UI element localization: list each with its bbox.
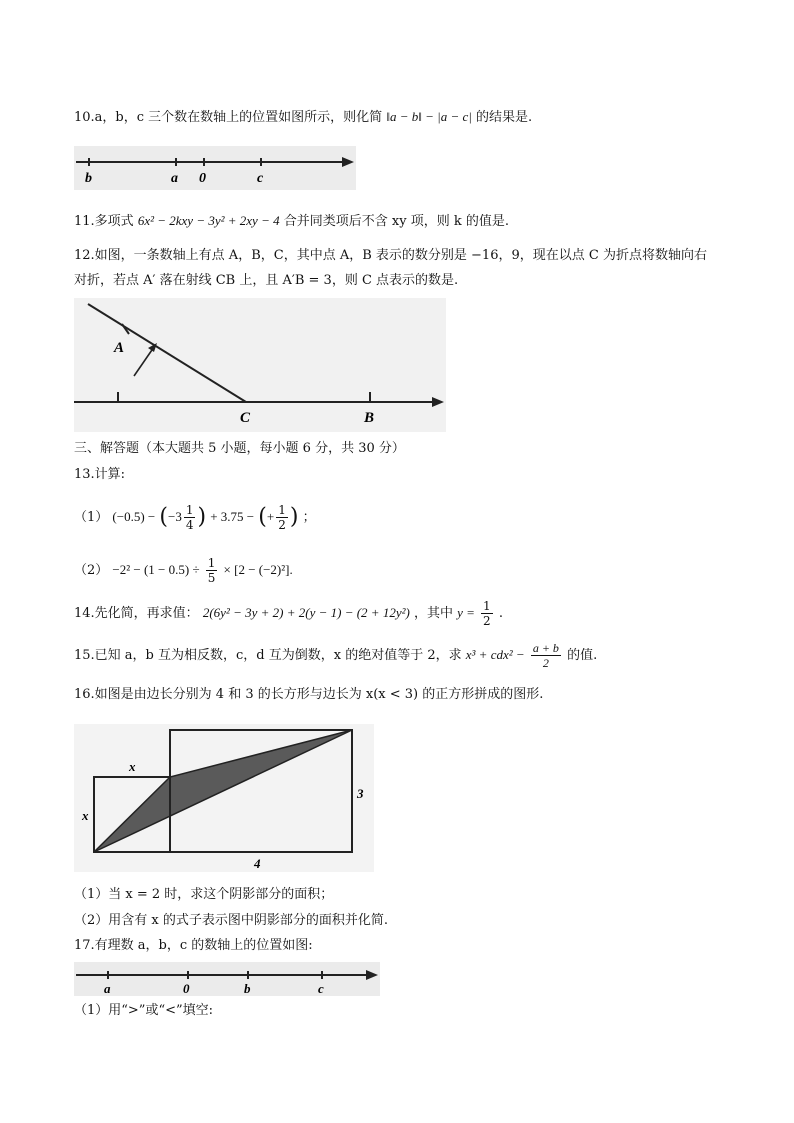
q13-part2-expr2: × [2 − (−2)²]. [223, 562, 293, 577]
q13-part1-mixed-fraction: $\frac{1}{4}$ [185, 503, 194, 532]
q12-label-b: B [364, 410, 375, 426]
q11-prefix: 11.多项式 [74, 214, 134, 229]
q17-label-zero: 0 [183, 981, 190, 996]
q10-tail: 的结果是. [476, 110, 533, 125]
q10-text [74, 108, 532, 127]
q17-text: 17.有理数 a，b，c 的数轴上的位置如图: [74, 938, 313, 953]
q13-part1-sign: + [266, 509, 275, 524]
q12-line1: 12.如图，一条数轴上有点 A，B，C，其中点 A，B 表示的数分别是 −16，9，现在以点 C 为折点将数轴向右 [74, 248, 707, 263]
q10-label-a: a [171, 171, 178, 186]
q15-expression: x³ + cdx² − [465, 647, 525, 662]
q15-fraction: $\frac{a + b}{2}$ [532, 641, 559, 670]
q13-part1-label: （1） [74, 510, 109, 525]
q16-part1: （1）当 x = 2 时，求这个阴影部分的面积； [74, 887, 334, 902]
q13-part1-end: ； [302, 510, 316, 525]
q16-label-top-x: x [129, 759, 136, 774]
q16-label-3: 3 [357, 786, 364, 801]
q11-expression: 6x² − 2kxy − 3y² + 2xy − 4 [137, 213, 280, 228]
q17-label-b: b [244, 981, 251, 996]
section-3-heading: 三、解答题（本大题共 5 小题，每小题 6 分，共 30 分） [74, 441, 405, 456]
q14-variable: y = [457, 605, 475, 620]
q16-text: 16.如图是由边长分别为 4 和 3 的长方形与边长为 x(x < 3) 的正方形拼成的图形. [74, 687, 544, 702]
q15-text [74, 640, 597, 671]
q12-fold-figure [74, 298, 446, 432]
q13-part1-mixed-whole: −3 [167, 509, 182, 524]
q14-mid: ，其中 [413, 606, 453, 621]
q13-part2-expr1: −2² − (1 − 0.5) ÷ [112, 562, 200, 577]
q12-line2: 对折，若点 A′ 落在射线 CB 上，且 A′B = 3，则 C 点表示的数是. [74, 273, 459, 288]
q14-expression: 2(6y² − 3y + 2) + 2(y − 1) − (2 + 12y²) [202, 605, 410, 620]
q10-label-zero: 0 [199, 171, 206, 186]
q12-label-c: C [240, 410, 251, 426]
q16-rectangle-figure [74, 724, 374, 872]
q11-suffix: 合并同类项后不含 xy 项，则 k 的值是. [283, 214, 509, 229]
q17-number-line-figure [74, 962, 380, 996]
q17-photo-bg [74, 962, 380, 996]
q16-part2: （2）用含有 x 的式子表示图中阴影部分的面积并化简. [74, 913, 388, 928]
q13-part2-label: （2） [74, 563, 109, 578]
q13-part1-fraction: $\frac{1}{2}$ [278, 503, 286, 532]
q11-text [74, 212, 509, 231]
q10-prompt: 10.a，b，c 三个数在数轴上的位置如图所示，则化简 [74, 110, 383, 125]
q14-prefix: 14.先化简，再求值： [74, 606, 199, 621]
q10-label-c: c [257, 171, 264, 186]
q10-number-line-figure [74, 146, 356, 190]
q13-part1-term1: (−0.5) − [112, 509, 156, 524]
q17-part1: （1）用“>”或“<”填空: [74, 1003, 214, 1018]
q14-text [74, 598, 503, 629]
q10-label-b: b [85, 171, 92, 186]
q10-expression: ‖a − b‖ − |a − c| [386, 109, 472, 124]
q13-title: 13.计算: [74, 467, 126, 482]
q12-photo-bg [74, 298, 446, 432]
q12-label-a: A [114, 340, 125, 356]
q14-fraction: $\frac{1}{2}$ [483, 599, 491, 628]
q13-part1-term3: + 3.75 − [210, 509, 255, 524]
q15-prompt: 15.已知 a，b 互为相反数，c，d 互为倒数，x 的绝对值等于 2，求 [74, 648, 462, 663]
q14-end: . [498, 606, 503, 621]
q13-part2-fraction: $\frac{1}{5}$ [207, 556, 216, 585]
q15-end: 的值. [567, 648, 598, 663]
q13-part1: （1） (−0.5) − (−3 $\frac{1}{4}$ ) + 3.75 − (+ $\frac{1}{2}$ ) ； [74, 503, 316, 532]
q10-photo-bg [74, 146, 356, 190]
q16-label-4: 4 [254, 856, 261, 871]
q16-photo-bg [74, 724, 374, 872]
q17-label-c: c [318, 981, 324, 996]
q13-part2 [74, 555, 293, 586]
q16-label-left-x: x [82, 808, 89, 823]
q17-label-a: a [104, 981, 111, 996]
